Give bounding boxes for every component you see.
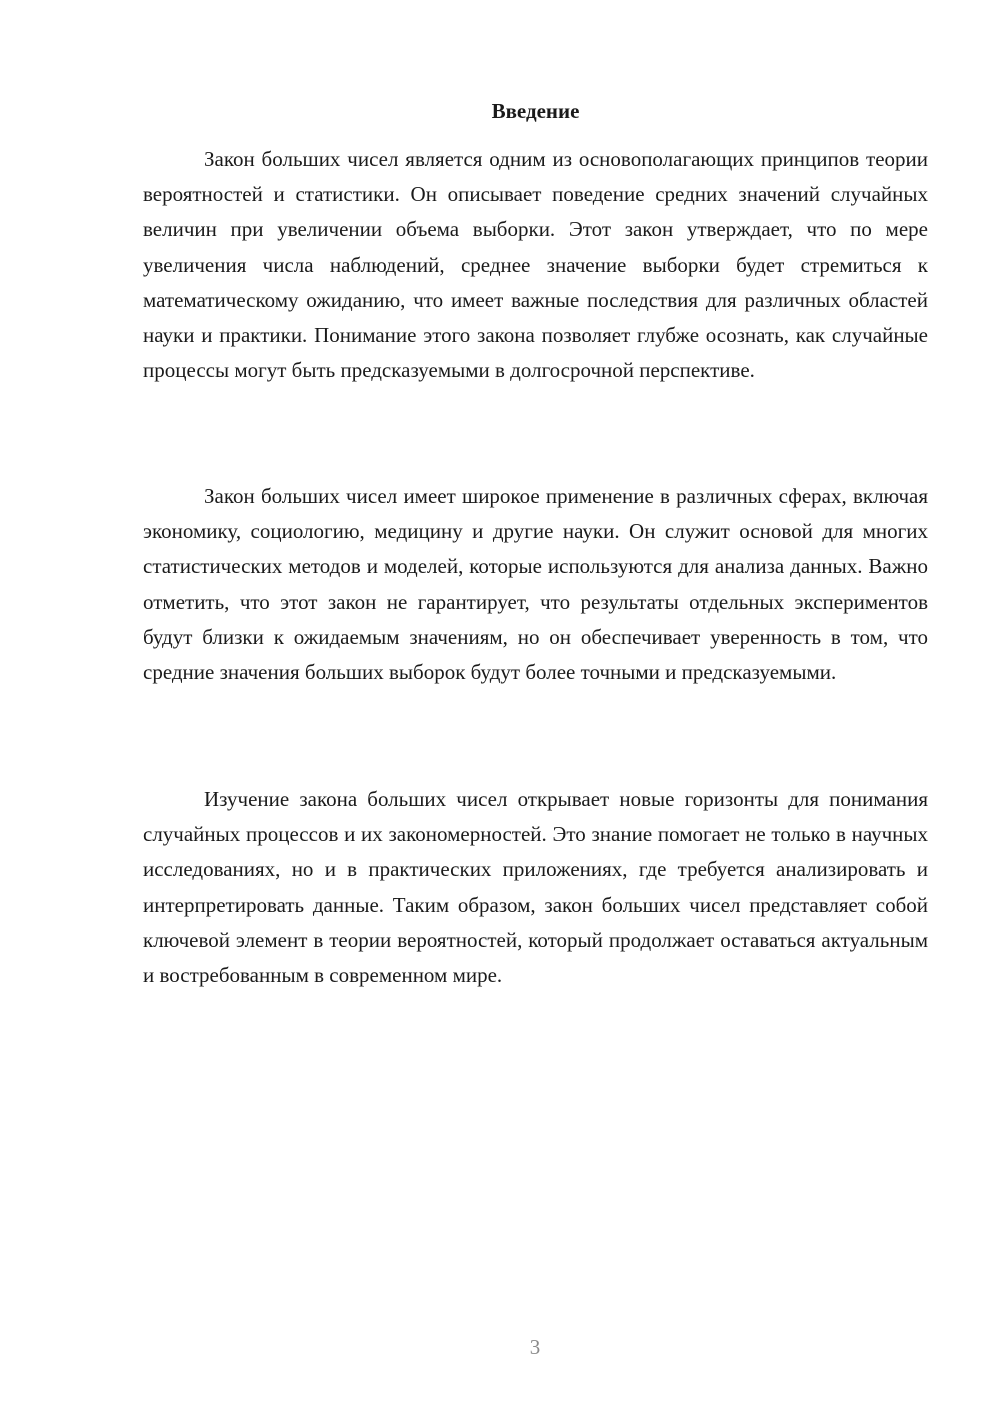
body-paragraph-3: Изучение закона больших чисел открывает новые горизонты для понимания случайных процессов и их закономерностей. Это знание помогает не только в научных исследованиях, но и в практических приложениях, где требуется анализировать и интерпретировать данные. Таким образом, закон больших чисел представляет собой ключевой элемент в теории вероятностей, который продолжает оставаться актуальным и востребованным в современном мире. xyxy=(143,787,928,988)
body-paragraph-1: Закон больших чисел является одним из основополагающих принципов теории вероятностей и статистики. Он описывает поведение средних значений случайных величин при увеличении объема выборки. Этот закон утверждает, что по мере увеличения числа наблюдений, среднее значение выборки будет стремиться к математическому ожиданию, что имеет важные последствия для различных областей науки и практики. Понимание этого закона позволяет глубже осознать, как случайные процессы могут быть предсказуемыми в долгосрочной перспективе. xyxy=(143,147,928,383)
section-heading: Введение xyxy=(491,99,580,123)
body-paragraph-2: Закон больших чисел имеет широкое применение в различных сферах, включая экономику, социологию, медицину и другие науки. Он служит основой для многих статистических методов и моделей, которые используются для анализа данных. Важно отметить, что этот закон не гарантирует, что результаты отдельных экспериментов будут близки к ожидаемым значениям, но он обеспечивает уверенность в том, что средние значения больших выборок будут более точными и предсказуемыми. xyxy=(143,484,928,685)
page-number: 3 xyxy=(529,1335,541,1359)
